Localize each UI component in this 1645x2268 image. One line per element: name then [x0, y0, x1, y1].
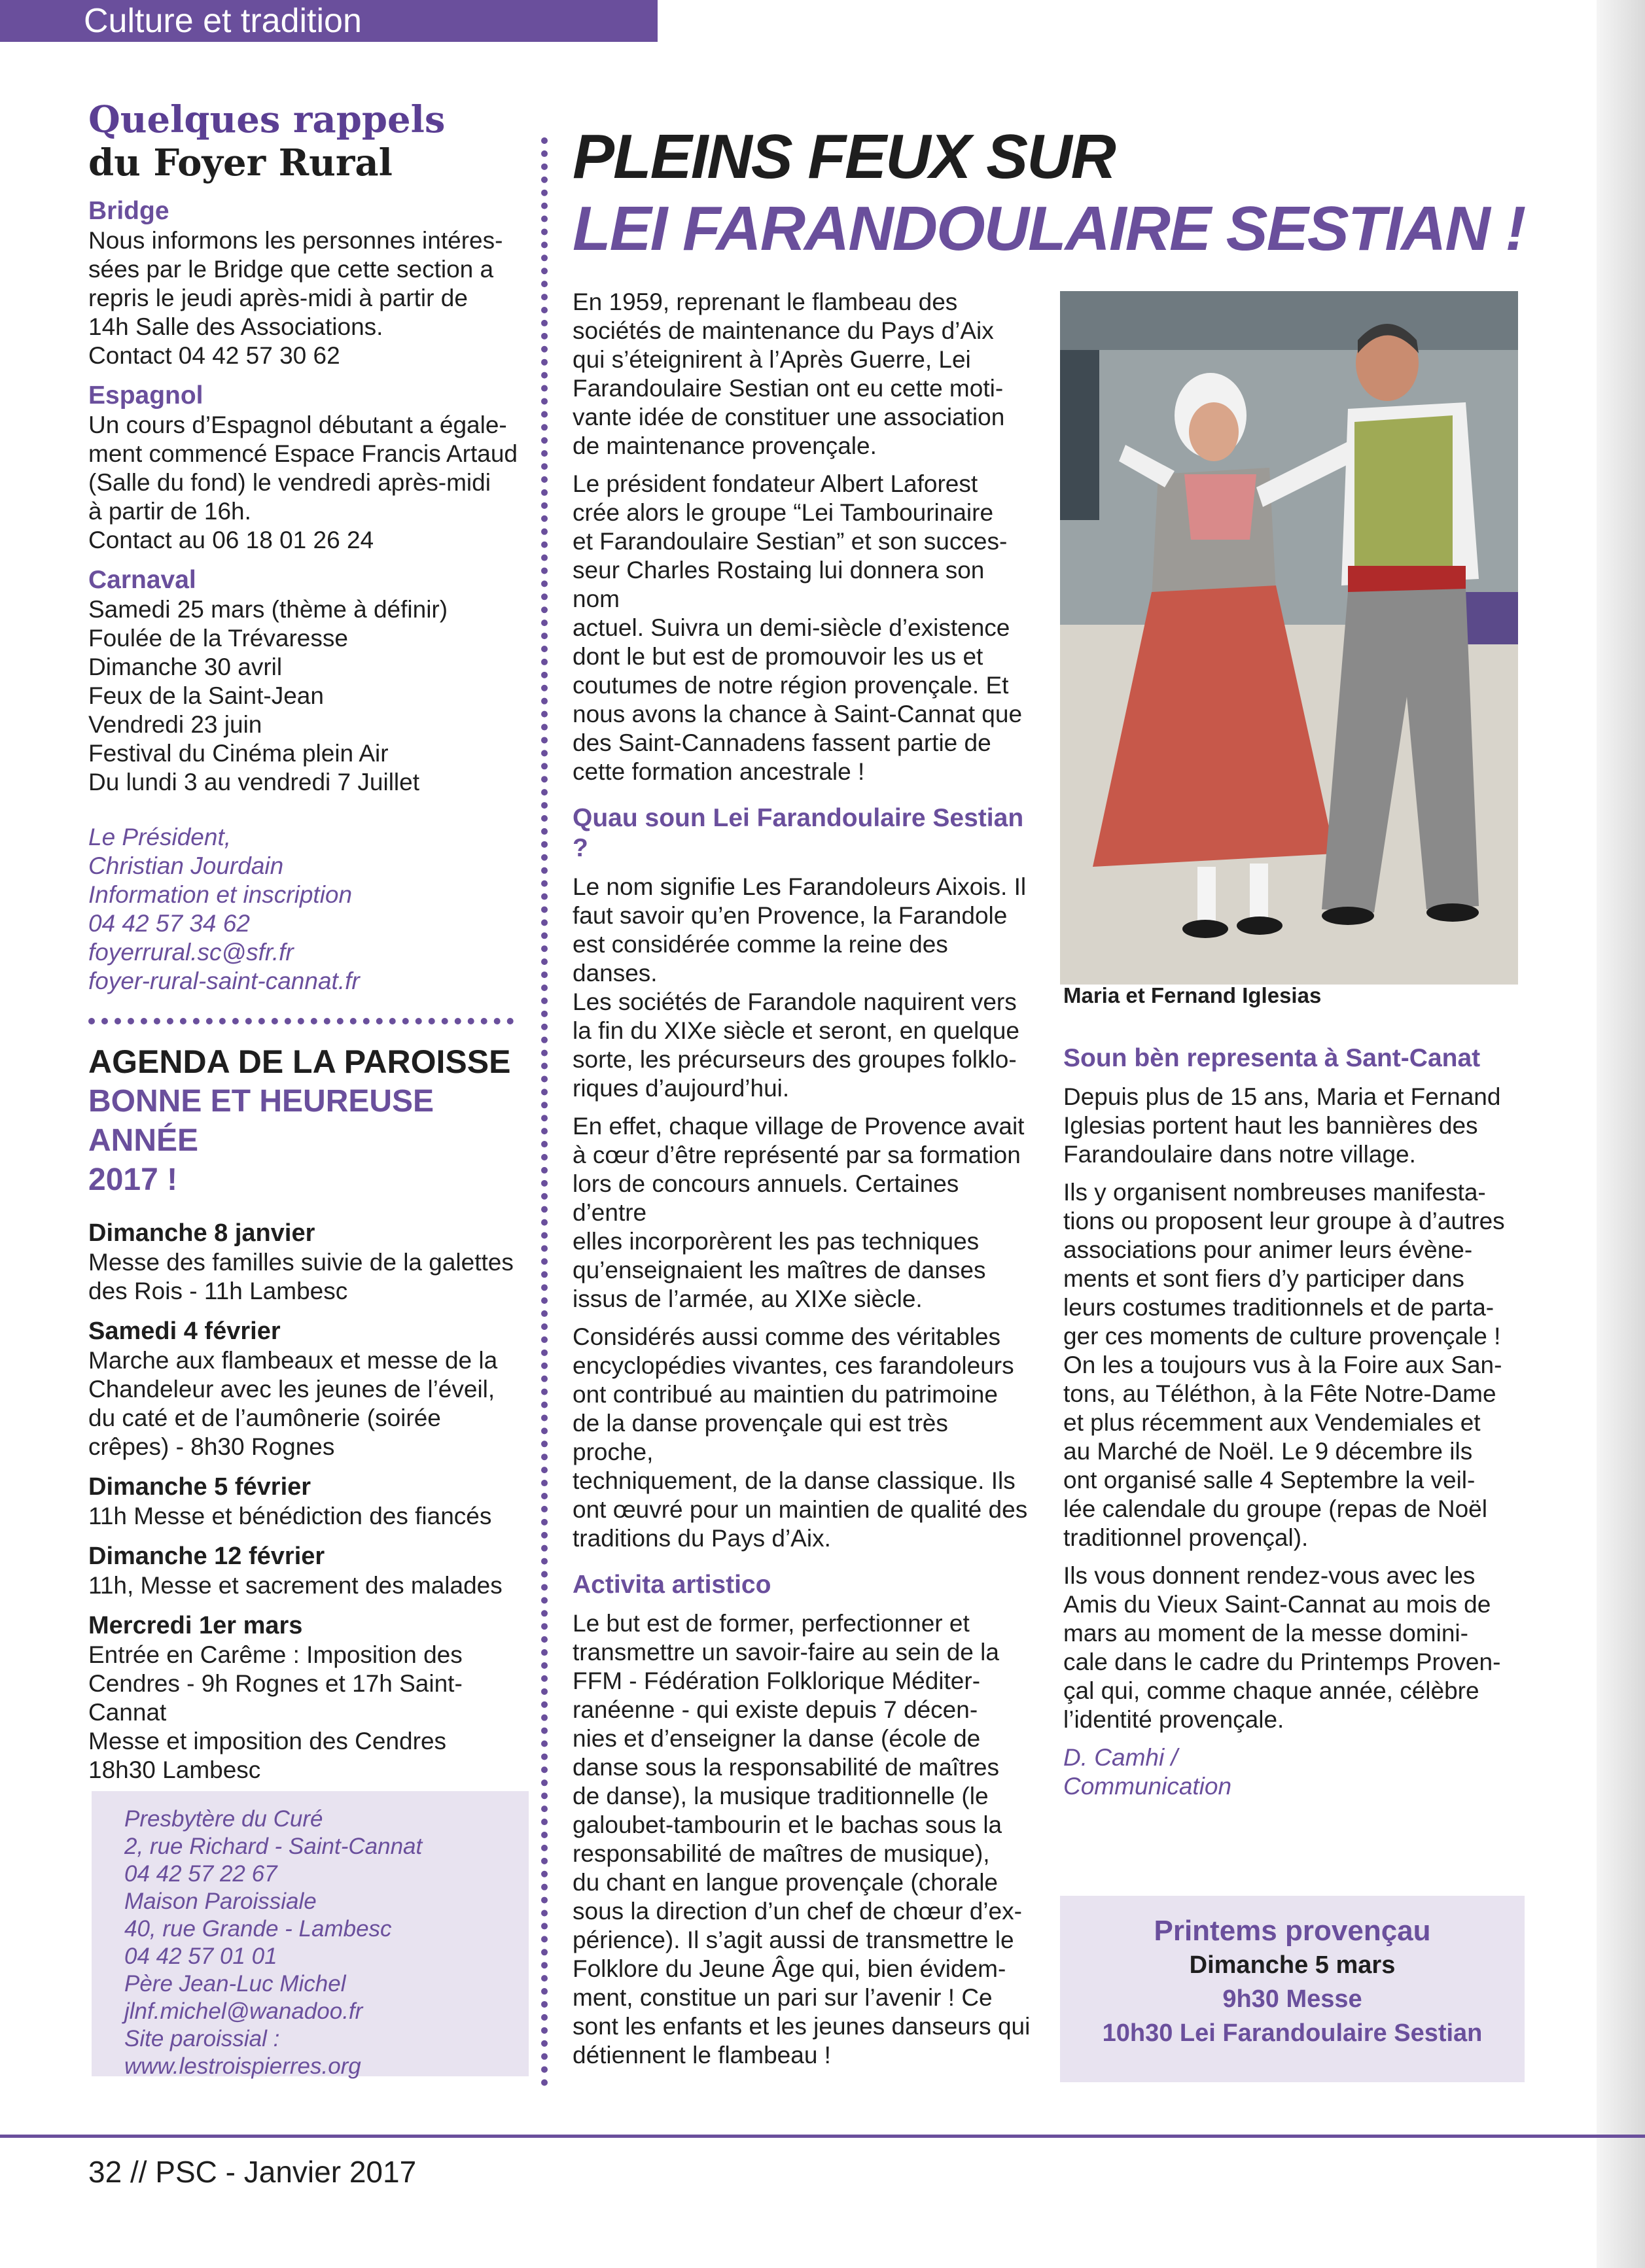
bridge-line: repris le jeudi après-midi à partir de — [88, 285, 468, 311]
text-line: au Marché de Noël. Le 9 décembre ils — [1063, 1438, 1473, 1465]
text-line: issus de l’armée, au XIXe siècle. — [573, 1285, 923, 1312]
text-line: sous la direction d’un chef de chœur d’ex- — [573, 1898, 1022, 1925]
printems-date: Dimanche 5 mars — [1189, 1951, 1396, 1979]
agenda-line: 11h, Messe et sacrement des malades — [88, 1572, 503, 1599]
presbytere-line: 2, rue Richard - Saint-Cannat — [124, 1834, 423, 1859]
article-paragraph — [1063, 1561, 1521, 1734]
text-line: et Farandoulaire Sestian” et son succes- — [573, 528, 1008, 555]
text-line: ont contribué au maintien du patrimoine — [573, 1381, 998, 1408]
text-line: leurs costumes traditionnels et de parta- — [1063, 1294, 1495, 1321]
text-line: tions ou proposent leur groupe à d’autres — [1063, 1208, 1505, 1234]
text-line: Depuis plus de 15 ans, Maria et Fernand — [1063, 1083, 1501, 1110]
article-middle-column — [573, 288, 1034, 2079]
agenda-subtitle-line2: 2017 ! — [88, 1162, 178, 1197]
agenda-date: Samedi 4 février — [88, 1317, 281, 1345]
signature-line: Le Président, — [88, 824, 232, 850]
carnaval-line: Du lundi 3 au vendredi 7 Juillet — [88, 769, 419, 795]
agenda-line: Entrée en Carême : Imposition des — [88, 1641, 463, 1668]
carnaval-line: Samedi 25 mars (thème à définir) — [88, 596, 448, 623]
agenda-item — [88, 1611, 527, 1785]
text-line: la fin du XIXe siècle et seront, en quelque — [573, 1017, 1019, 1044]
printems-line1: 9h30 Messe — [1222, 1985, 1362, 2013]
signature-line: Communication — [1063, 1773, 1232, 1800]
agenda-line: crêpes) - 8h30 Rognes — [88, 1433, 335, 1460]
agenda-item — [88, 1472, 527, 1531]
column-separator — [541, 137, 548, 2087]
agenda-date: Mercredi 1er mars — [88, 1612, 303, 1639]
text-line: Le nom signifie Les Farandoleurs Aixois. Il — [573, 873, 1027, 900]
article-paragraph — [573, 873, 1034, 1103]
agenda-line: des Rois - 11h Lambesc — [88, 1278, 348, 1304]
foyer-title-line2: du Foyer Rural — [88, 141, 393, 184]
text-line: sont les enfants et les jeunes danseurs qui — [573, 2013, 1031, 2040]
text-line: l’identité provençale. — [1063, 1706, 1284, 1733]
bridge-line: sées par le Bridge que cette section a — [88, 256, 494, 283]
carnaval-line: Foulée de la Trévaresse — [88, 625, 348, 652]
carnaval-line: Feux de la Saint-Jean — [88, 682, 324, 709]
text-line: cette formation ancestrale ! — [573, 758, 865, 785]
section-heading: Soun bèn representa à Sant-Canat — [1063, 1044, 1481, 1072]
presbytere-line: 40, rue Grande - Lambesc — [124, 1916, 392, 1942]
signature-email: foyerrural.sc@sfr.fr — [88, 939, 294, 966]
text-line: elles incorporèrent les pas techniques — [573, 1228, 980, 1255]
text-line: On les a toujours vus à la Foire aux San- — [1063, 1352, 1502, 1378]
text-line: lée calendale du groupe (repas de Noël — [1063, 1495, 1487, 1522]
text-line: riques d’aujourd’hui. — [573, 1075, 790, 1102]
bridge-contact: Contact 04 42 57 30 62 — [88, 342, 340, 369]
text-line: de danse), la musique traditionnelle (le — [573, 1783, 989, 1809]
espagnol-block — [88, 381, 527, 555]
page-edge-shadow — [1597, 0, 1645, 2268]
text-line: Ils y organisent nombreuses manifesta- — [1063, 1179, 1486, 1206]
text-line: responsabilité de maîtres de musique), — [573, 1840, 990, 1867]
presbytere-line: Père Jean-Luc Michel — [124, 1971, 346, 1997]
agenda-line: du caté et de l’aumônerie (soirée — [88, 1404, 441, 1431]
text-line: Farandoulaire dans notre village. — [1063, 1141, 1416, 1168]
text-line: détiennent le flambeau ! — [573, 2042, 831, 2068]
article-paragraph — [1063, 1178, 1521, 1552]
presbytere-phone: 04 42 57 01 01 — [124, 1944, 277, 1969]
article-paragraph — [573, 1112, 1034, 1314]
text-line: transmettre un savoir-faire au sein de la — [573, 1639, 999, 1666]
text-line: à cœur d’être représenté par sa formation — [573, 1142, 1021, 1168]
article-paragraph — [573, 1609, 1034, 2070]
text-line: de maintenance provençale. — [573, 432, 877, 459]
espagnol-contact: Contact au 06 18 01 26 24 — [88, 527, 374, 553]
agenda-line: Cendres - 9h Rognes et 17h Saint-Cannat — [88, 1670, 463, 1726]
printems-title: Printems provençau — [1154, 1915, 1431, 1947]
text-line: encyclopédies vivantes, ces farandoleurs — [573, 1352, 1014, 1379]
text-line: Amis du Vieux Saint-Cannat au mois de — [1063, 1591, 1491, 1618]
agenda-line: Messe des familles suivie de la galettes — [88, 1249, 514, 1276]
photo-caption: Maria et Fernand Iglesias — [1063, 983, 1322, 1007]
agenda-date: Dimanche 8 janvier — [88, 1219, 315, 1247]
text-line: çal qui, comme chaque année, célèbre — [1063, 1677, 1479, 1704]
foyer-signature — [88, 823, 527, 996]
signature-website: foyer-rural-saint-cannat.fr — [88, 968, 360, 994]
agenda-line: 11h Messe et bénédiction des fiancés — [88, 1503, 492, 1529]
article-paragraph — [573, 470, 1034, 786]
text-line: coutumes de notre région provençale. Et — [573, 672, 1009, 699]
text-line: ment, constitue un pari sur l’avenir ! Ce — [573, 1984, 993, 2011]
agenda-item — [88, 1541, 527, 1600]
espagnol-line: à partir de 16h. — [88, 498, 251, 525]
presbytere-line: Site paroissial : — [124, 2026, 280, 2051]
signature-line: Information et inscription — [88, 881, 353, 908]
text-line: Iglesias portent haut les bannières des — [1063, 1112, 1478, 1139]
presbytere-line: Maison Paroissiale — [124, 1889, 317, 1914]
article-signature — [1063, 1743, 1521, 1801]
text-line: ont œuvré pour un maintien de qualité des — [573, 1496, 1028, 1523]
text-line: ranéenne - qui existe depuis 7 décen- — [573, 1696, 978, 1723]
text-line: tons, au Téléthon, à la Fête Notre-Dame — [1063, 1380, 1496, 1407]
text-line: actuel. Suivra un demi-siècle d’existence — [573, 614, 1010, 641]
left-column — [88, 98, 527, 1795]
text-line: lors de concours annuels. Certaines d’entre — [573, 1170, 959, 1226]
presbytere-box — [92, 1791, 529, 2079]
agenda-section — [88, 1041, 527, 1785]
signature-phone: 04 42 57 34 62 — [88, 910, 250, 937]
text-line: du chant en langue provençale (chorale — [573, 1869, 999, 1896]
article-title-line2: LEI FARANDOULAIRE SESTIAN ! — [573, 194, 1525, 264]
printems-box — [1060, 1896, 1525, 2082]
text-line: Considérés aussi comme des véritables — [573, 1323, 1000, 1350]
carnaval-line: Vendredi 23 juin — [88, 711, 262, 738]
espagnol-line: (Salle du fond) le vendredi après-midi — [88, 469, 491, 496]
agenda-title: AGENDA DE LA PAROISSE — [88, 1043, 511, 1080]
article-paragraph — [573, 288, 1034, 461]
text-line: ger ces moments de culture provençale ! — [1063, 1323, 1501, 1350]
agenda-item — [88, 1316, 527, 1461]
text-line: des Saint-Cannadens fassent partie de — [573, 729, 991, 756]
presbytere-website: www.lestroispierres.org — [124, 2053, 361, 2079]
carnaval-heading: Carnaval — [88, 566, 196, 594]
presbytere-phone: 04 42 57 22 67 — [124, 1861, 277, 1887]
text-line: Ils vous donnent rendez-vous avec les — [1063, 1562, 1476, 1589]
agenda-line: Messe et imposition des Cendres — [88, 1728, 447, 1754]
bridge-heading: Bridge — [88, 197, 169, 225]
agenda-line: Marche aux flambeaux et messe de la — [88, 1347, 498, 1374]
text-line: Le président fondateur Albert Laforest — [573, 470, 978, 497]
text-line: Farandoulaire Sestian ont eu cette moti- — [573, 375, 1004, 402]
carnaval-line: Dimanche 30 avril — [88, 654, 283, 680]
signature-line: D. Camhi / — [1063, 1744, 1178, 1771]
text-line: traditionnel provençal). — [1063, 1524, 1309, 1551]
dotted-divider — [88, 1018, 514, 1024]
agenda-subtitle-line1: BONNE ET HEUREUSE ANNÉE — [88, 1084, 434, 1158]
text-line: galoubet-tambourin et le bachas sous la — [573, 1811, 1002, 1838]
text-line: et plus récemment aux Vendemiales et — [1063, 1409, 1481, 1436]
text-line: ont organisé salle 4 Septembre la veil- — [1063, 1467, 1476, 1493]
footer-rule — [0, 2135, 1645, 2138]
carnaval-block — [88, 565, 527, 797]
section-heading: Activita artistico — [573, 1571, 771, 1599]
text-line: dont le but est de promouvoir les us et — [573, 643, 983, 670]
agenda-date: Dimanche 5 février — [88, 1473, 311, 1501]
text-line: sorte, les précurseurs des groupes folklo- — [573, 1046, 1017, 1073]
article-title-line1: PLEINS FEUX SUR — [573, 122, 1115, 192]
dancers-photo — [1060, 291, 1518, 985]
text-line: de la danse provençale qui est très proche, — [573, 1410, 948, 1465]
bridge-line: 14h Salle des Associations. — [88, 313, 383, 340]
presbytere-line: Presbytère du Curé — [124, 1806, 323, 1832]
article-right-column — [1063, 1043, 1521, 1801]
article-paragraph — [573, 1323, 1034, 1553]
text-line: nous avons la chance à Saint-Cannat que — [573, 701, 1023, 727]
text-line: associations pour animer leurs évène- — [1063, 1236, 1473, 1263]
bridge-line: Nous informons les personnes intéres- — [88, 227, 503, 254]
text-line: cale dans le cadre du Printemps Proven- — [1063, 1649, 1501, 1675]
carnaval-line: Festival du Cinéma plein Air — [88, 740, 389, 767]
page-footer: 32 // PSC - Janvier 2017 — [88, 2155, 417, 2189]
text-line: danse sous la responsabilité de maîtres — [573, 1754, 999, 1781]
agenda-line: Chandeleur avec les jeunes de l’éveil, — [88, 1376, 495, 1403]
text-line: techniquement, de la danse classique. Ils — [573, 1467, 1016, 1494]
text-line: qui s’éteignirent à l’Après Guerre, Lei — [573, 346, 971, 373]
text-line: crée alors le groupe “Lei Tambourinaire — [573, 499, 994, 526]
foyer-title-line1: Quelques rappels — [88, 98, 446, 141]
text-line: Les sociétés de Farandole naquirent vers — [573, 988, 1017, 1015]
text-line: seur Charles Rostaing lui donnera son nom — [573, 557, 985, 612]
espagnol-heading: Espagnol — [88, 381, 203, 410]
agenda-item — [88, 1218, 527, 1306]
text-line: FFM - Fédération Folklorique Méditer- — [573, 1667, 981, 1694]
agenda-date: Dimanche 12 février — [88, 1543, 325, 1570]
espagnol-line: ment commencé Espace Francis Artaud — [88, 440, 518, 467]
text-line: sociétés de maintenance du Pays d’Aix — [573, 317, 994, 344]
section-title: Culture et tradition — [84, 2, 362, 40]
text-line: périence). Il s’agit aussi de transmettre le — [573, 1927, 1014, 1953]
bridge-block — [88, 196, 527, 370]
text-line: Le but est de former, perfectionner et — [573, 1610, 970, 1637]
section-header-band — [0, 0, 658, 42]
article-paragraph — [1063, 1083, 1521, 1169]
text-line: En effet, chaque village de Provence avait — [573, 1113, 1025, 1140]
text-line: faut savoir qu’en Provence, la Farandole — [573, 902, 1008, 929]
text-line: En 1959, reprenant le flambeau des — [573, 288, 958, 315]
text-line: vante idée de constituer une association — [573, 404, 1005, 430]
agenda-line: 18h30 Lambesc — [88, 1756, 261, 1783]
text-line: mars au moment de la messe domini- — [1063, 1620, 1468, 1647]
text-line: nies et d’enseigner la danse (école de — [573, 1725, 981, 1752]
signature-line: Christian Jourdain — [88, 852, 284, 879]
text-line: traditions du Pays d’Aix. — [573, 1525, 831, 1552]
dancers-illustration — [1060, 291, 1518, 985]
section-heading: Quau soun Lei Farandoulaire Sestian ? — [573, 804, 1024, 862]
text-line: ments et sont fiers d’y participer dans — [1063, 1265, 1464, 1292]
text-line: Folklore du Jeune Âge qui, bien évidem- — [573, 1955, 1006, 1982]
printems-line2: 10h30 Lei Farandoulaire Sestian — [1102, 2019, 1483, 2047]
espagnol-line: Un cours d’Espagnol débutant a égale- — [88, 411, 507, 438]
text-line: est considérée comme la reine des danses. — [573, 931, 948, 986]
text-line: qu’enseignaient les maîtres de danses — [573, 1257, 986, 1283]
presbytere-email: jlnf.michel@wanadoo.fr — [124, 1998, 363, 2024]
